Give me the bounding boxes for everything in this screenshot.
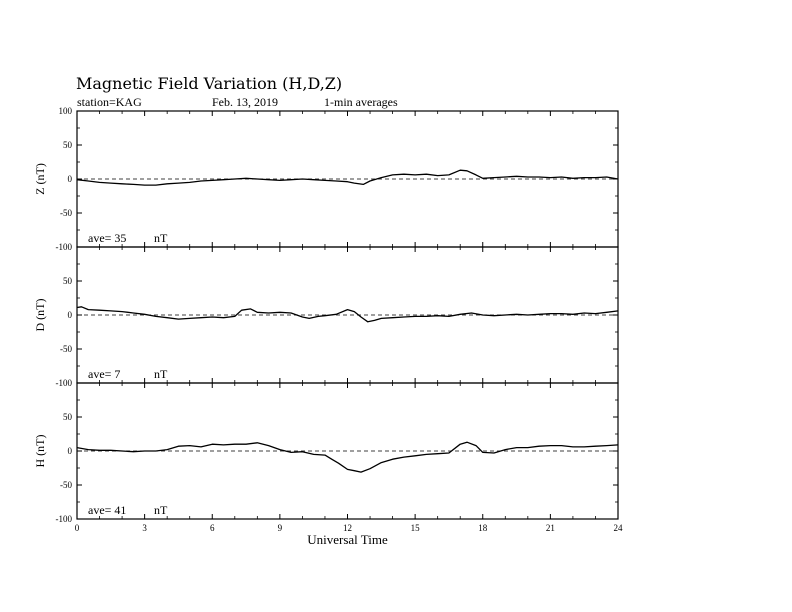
date-label: Feb. 13, 2019	[212, 95, 278, 109]
ave-label-1: ave= 7	[88, 367, 121, 381]
averaging-label: 1-min averages	[324, 95, 398, 109]
x-tick-label: 15	[410, 523, 420, 533]
y-tick-label: 0	[67, 174, 72, 184]
ave-unit-2: nT	[154, 503, 168, 517]
y-tick-label: -100	[55, 514, 72, 524]
y-tick-label: -100	[55, 378, 72, 388]
y-tick-label: -100	[55, 242, 72, 252]
y-axis-label-0: Z (nT)	[33, 163, 47, 195]
series-line-2	[77, 442, 618, 472]
y-tick-label: -50	[60, 344, 72, 354]
y-tick-label: 50	[63, 140, 72, 150]
y-tick-label: -50	[60, 208, 72, 218]
ave-unit-1: nT	[154, 367, 168, 381]
chart-title: Magnetic Field Variation (H,D,Z)	[76, 74, 343, 93]
x-tick-label: 21	[545, 523, 555, 533]
y-tick-label: 50	[63, 412, 72, 422]
y-axis-label-2: H (nT)	[33, 434, 47, 468]
station-label: station=KAG	[77, 95, 142, 109]
x-tick-label: 24	[613, 523, 623, 533]
panel-frame-0	[77, 111, 618, 247]
x-tick-label: 3	[142, 523, 147, 533]
series-line-1	[77, 307, 618, 322]
y-axis-label-1: D (nT)	[33, 298, 47, 332]
ave-label-2: ave= 41	[88, 503, 127, 517]
y-tick-label: 0	[67, 446, 72, 456]
x-tick-label: 18	[478, 523, 488, 533]
x-axis-label: Universal Time	[307, 532, 388, 547]
x-tick-label: 9	[277, 523, 283, 533]
ave-unit-0: nT	[154, 231, 168, 245]
x-tick-label: 6	[210, 523, 215, 533]
ave-label-0: ave= 35	[88, 231, 127, 245]
y-tick-label: 0	[67, 310, 72, 320]
y-tick-label: 100	[58, 106, 72, 116]
y-tick-label: -50	[60, 480, 72, 490]
x-tick-label: 0	[74, 523, 80, 533]
x-tick-label: 12	[343, 523, 352, 533]
y-tick-label: 50	[63, 276, 72, 286]
series-line-0	[77, 170, 618, 185]
